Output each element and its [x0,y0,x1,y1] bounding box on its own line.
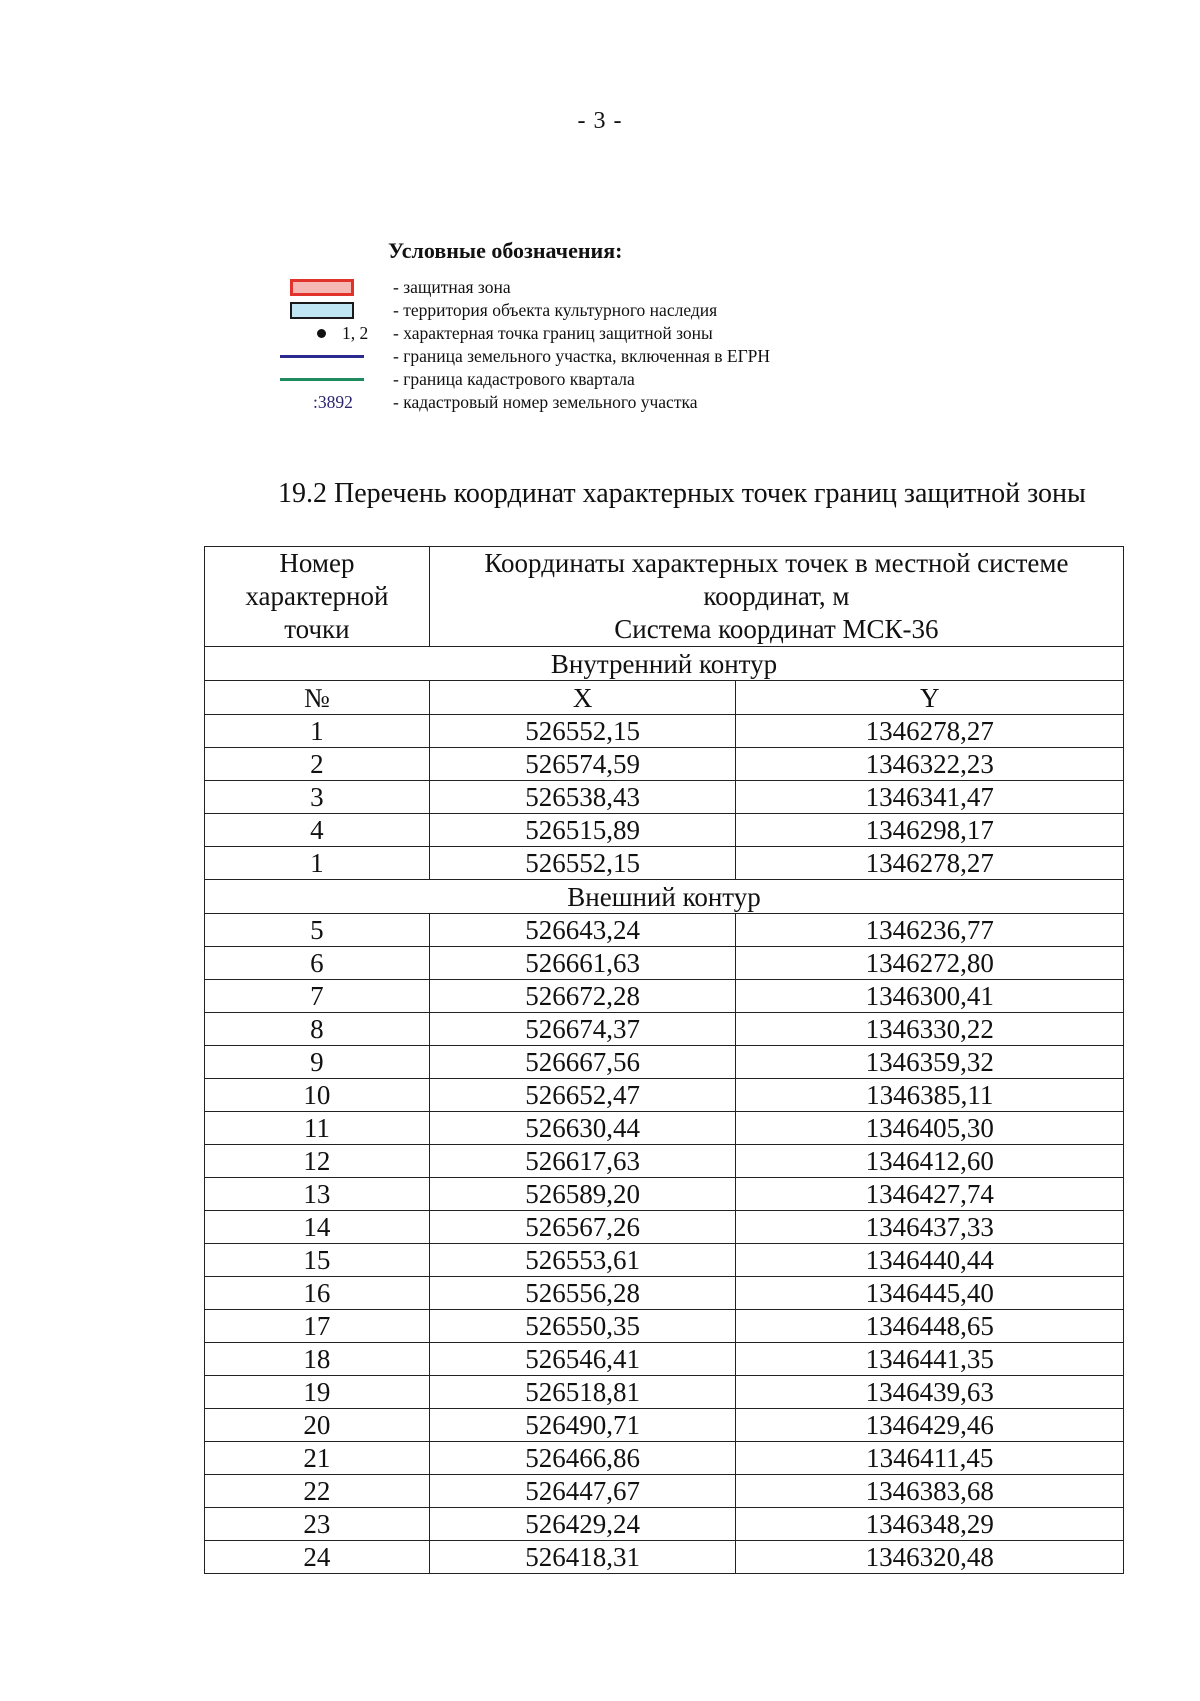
outer-contour-label: Внешний контур [205,880,1124,914]
cell-y: 1346412,60 [736,1145,1124,1178]
cell-point-number: 17 [205,1310,430,1343]
cell-point-number: 24 [205,1541,430,1574]
cell-y: 1346298,17 [736,814,1124,847]
cell-x: 526490,71 [429,1409,736,1442]
cell-point-number: 14 [205,1211,430,1244]
land-plot-line-symbol [280,344,370,368]
table-row [205,781,1124,814]
table-row [205,947,1124,980]
table-row [205,1541,1124,1574]
cadastral-line-icon [280,378,364,381]
legend-row-cadastral-number [280,390,900,414]
cell-y: 1346405,30 [736,1112,1124,1145]
table-row [205,1211,1124,1244]
cell-point-number: 22 [205,1475,430,1508]
cell-point-number: 5 [205,914,430,947]
cell-point-number: 8 [205,1013,430,1046]
cell-x: 526574,59 [429,748,736,781]
cell-y: 1346300,41 [736,980,1124,1013]
table-row [205,847,1124,880]
cell-point-number: 12 [205,1145,430,1178]
cell-y: 1346441,35 [736,1343,1124,1376]
cell-x: 526518,81 [429,1376,736,1409]
table-row [205,1244,1124,1277]
table-row [205,1508,1124,1541]
cell-x: 526538,43 [429,781,736,814]
header-coords-line-2: координат, м [703,581,850,611]
point-label: 1, 2 [342,323,369,343]
table-row [205,814,1124,847]
table-row [205,1376,1124,1409]
cell-y: 1346439,63 [736,1376,1124,1409]
cell-x: 526466,86 [429,1442,736,1475]
legend-text-heritage-territory: - территория объекта культурного наследия [393,300,718,320]
table-row [205,980,1124,1013]
page-number: - 3 - [577,108,623,134]
cell-x: 526553,61 [429,1244,736,1277]
table-row [205,715,1124,748]
legend-row-boundary-point [280,321,900,345]
cell-y: 1346341,47 [736,781,1124,814]
legend-text-cadastral-number: - кадастровый номер земельного участка [393,392,698,412]
cell-y: 1346236,77 [736,914,1124,947]
cell-x: 526617,63 [429,1145,736,1178]
cell-point-number: 10 [205,1079,430,1112]
cell-point-number: 2 [205,748,430,781]
table-row [205,1475,1124,1508]
table-row [205,914,1124,947]
column-header-no: № [205,681,430,715]
cell-point-number: 23 [205,1508,430,1541]
column-header-y: Y [736,681,1124,715]
cell-x: 526546,41 [429,1343,736,1376]
heritage-territory-swatch [280,298,370,322]
cadastral-number-symbol [280,390,370,414]
land-plot-line-icon [280,355,364,358]
legend-row-heritage-territory [280,298,900,322]
cell-x: 526652,47 [429,1079,736,1112]
cell-x: 526674,37 [429,1013,736,1046]
cell-point-number: 3 [205,781,430,814]
cell-y: 1346272,80 [736,947,1124,980]
cell-y: 1346359,32 [736,1046,1124,1079]
cell-point-number: 21 [205,1442,430,1475]
cell-point-number: 4 [205,814,430,847]
cell-point-number: 18 [205,1343,430,1376]
inner-contour-label: Внутренний контур [205,647,1124,681]
header-point-number [205,547,430,647]
cell-y: 1346278,27 [736,715,1124,748]
cell-point-number: 20 [205,1409,430,1442]
table-row [205,1013,1124,1046]
cell-x: 526630,44 [429,1112,736,1145]
cell-x: 526418,31 [429,1541,736,1574]
cell-y: 1346385,11 [736,1079,1124,1112]
cadastral-number-label: :3892 [313,392,353,412]
cell-x: 526550,35 [429,1310,736,1343]
cell-x: 526567,26 [429,1211,736,1244]
cell-y: 1346448,65 [736,1310,1124,1343]
cell-y: 1346322,23 [736,748,1124,781]
cell-x: 526429,24 [429,1508,736,1541]
cell-point-number: 19 [205,1376,430,1409]
cell-point-number: 16 [205,1277,430,1310]
table-row [205,1343,1124,1376]
cell-point-number: 11 [205,1112,430,1145]
cell-y: 1346320,48 [736,1541,1124,1574]
cell-y: 1346330,22 [736,1013,1124,1046]
header-point-line-1: Номер [279,548,355,578]
heritage-territory-swatch-box [290,302,354,319]
table-row [205,1145,1124,1178]
cell-x: 526643,24 [429,914,736,947]
legend-text-land-plot-boundary: - граница земельного участка, включенная в ЕГРН [393,346,771,366]
header-coords-line-3: Система координат МСК-36 [614,614,939,644]
cell-point-number: 15 [205,1244,430,1277]
cell-point-number: 1 [205,847,430,880]
boundary-point-symbol [280,321,370,345]
legend-text-protection-zone: - защитная зона [393,277,511,297]
legend-text-cadastral-block-boundary: - граница кадастрового квартала [393,369,635,389]
cell-x: 526552,15 [429,715,736,748]
legend-text-boundary-point: - характерная точка границ защитной зоны [393,323,713,343]
protection-zone-swatch [280,275,370,299]
cell-y: 1346437,33 [736,1211,1124,1244]
cell-x: 526447,67 [429,1475,736,1508]
table-row [205,748,1124,781]
legend-row-protection-zone [280,275,900,299]
table-row [205,1079,1124,1112]
cell-y: 1346411,45 [736,1442,1124,1475]
cell-y: 1346440,44 [736,1244,1124,1277]
table-row [205,1277,1124,1310]
header-coords-line-1: Координаты характерных точек в местной системе [484,548,1069,578]
cell-y: 1346348,29 [736,1508,1124,1541]
cell-x: 526515,89 [429,814,736,847]
cell-x: 526589,20 [429,1178,736,1211]
header-point-line-3: точки [284,614,350,644]
cell-point-number: 1 [205,715,430,748]
table-row [205,1046,1124,1079]
header-coordinates [429,547,1123,647]
column-header-x: X [429,681,736,715]
point-dot-icon [317,329,326,338]
cell-x: 526552,15 [429,847,736,880]
cell-y: 1346429,46 [736,1409,1124,1442]
cell-x: 526556,28 [429,1277,736,1310]
cell-point-number: 13 [205,1178,430,1211]
cell-x: 526672,28 [429,980,736,1013]
table-row [205,1178,1124,1211]
protection-zone-swatch-box [290,279,354,296]
cell-x: 526661,63 [429,947,736,980]
table-row [205,1442,1124,1475]
cell-point-number: 7 [205,980,430,1013]
legend-title: Условные обозначения: [388,238,623,263]
cell-point-number: 6 [205,947,430,980]
cell-y: 1346278,27 [736,847,1124,880]
cell-y: 1346427,74 [736,1178,1124,1211]
table-row [205,1409,1124,1442]
cell-y: 1346383,68 [736,1475,1124,1508]
header-point-line-2: характерной [245,581,389,611]
table-row [205,1112,1124,1145]
legend-row-land-plot-boundary [280,344,900,368]
cadastral-line-symbol [280,367,370,391]
coordinates-table [204,546,1124,1574]
cell-y: 1346445,40 [736,1277,1124,1310]
cell-x: 526667,56 [429,1046,736,1079]
section-title: 19.2 Перечень координат характерных точек границ защитной зоны [278,478,1086,509]
legend-row-cadastral-block-boundary [280,367,900,391]
table-row [205,1310,1124,1343]
cell-point-number: 9 [205,1046,430,1079]
